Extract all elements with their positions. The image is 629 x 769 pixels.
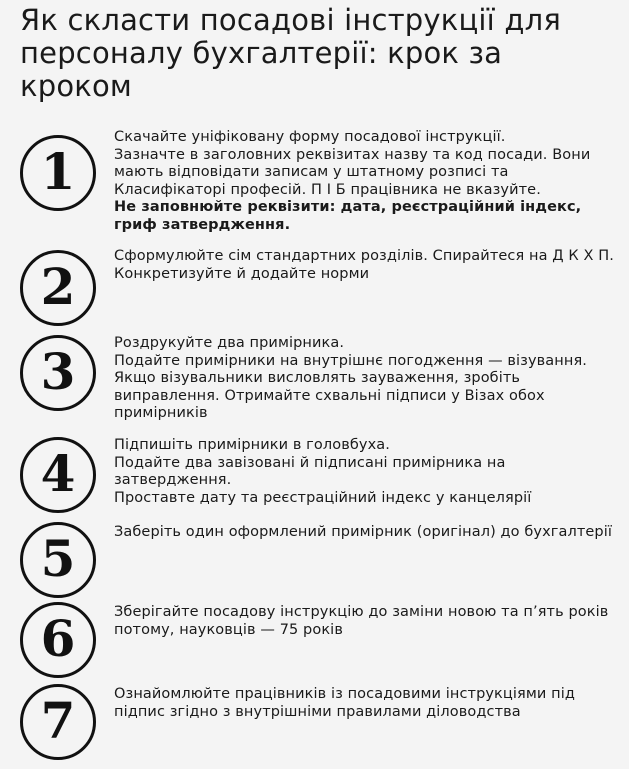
step-text [114, 335, 614, 423]
step-text [114, 437, 614, 507]
step-number-badge [20, 437, 96, 513]
step-number: 2 [40, 257, 76, 316]
step-number-badge [20, 522, 96, 598]
step-line: Роздрукуйте два примірника. [114, 335, 345, 351]
step-line: Подайте два завізовані й підписані примірника на затвердження. [114, 454, 506, 489]
step-number-badge [20, 335, 96, 411]
step-number: 7 [40, 691, 76, 750]
step-line: Скачайте уніфіковану форму посадової інструкції. [114, 129, 506, 145]
step-line: Підпишіть примірники в головбуха. [114, 437, 390, 453]
step-text [114, 248, 614, 283]
step-number: 1 [40, 142, 76, 201]
step-warning: Не заповнюйте реквізити: дата, реєстраційний індекс, гриф затвердження. [114, 199, 582, 233]
step-line: Зберігайте посадову інструкцію до заміни новою та п’ять років потому, науковців — 75 років [114, 604, 609, 638]
step-number: 5 [40, 529, 76, 588]
step-number-badge [20, 602, 96, 678]
step-line: Ознайомлюйте працівників із посадовими інструкціями під підпис згідно з внутрішніми правилами діловодства [114, 686, 575, 720]
step-number-badge [20, 135, 96, 211]
step-text [114, 129, 614, 235]
page-title: Як скласти посадові інструкції для персоналу бухгалтерії: крок за кроком [20, 3, 561, 103]
step-text [114, 686, 614, 721]
step-number: 3 [40, 342, 76, 401]
step-line: Зазначте в заголовних реквізитах назву та код посади. Вони мають відповідати записам у штатному розписі та Класифікаторі професій. П І Б працівника не вказуйте. [114, 146, 591, 198]
step-line: Подайте примірники на внутрішнє погодження — візування. Якщо візувальники висловлять зауваження, зробіть виправлення. Отримайте схвальні підписи у Візах обох примірників [114, 352, 587, 422]
step-line: Заберіть один оформлений примірник (оригінал) до бухгалтерії [114, 524, 612, 540]
step-text [114, 604, 614, 639]
step-text [114, 524, 614, 542]
step-line: Сформулюйте сім стандартних розділів. Спирайтеся на Д К Х П. Конкретизуйте й додайте норми [114, 248, 614, 282]
step-line: Проставте дату та реєстраційний індекс у канцелярії [114, 489, 532, 506]
step-number: 6 [40, 609, 76, 668]
step-number: 4 [40, 444, 76, 503]
step-number-badge [20, 250, 96, 326]
step-number-badge [20, 684, 96, 760]
